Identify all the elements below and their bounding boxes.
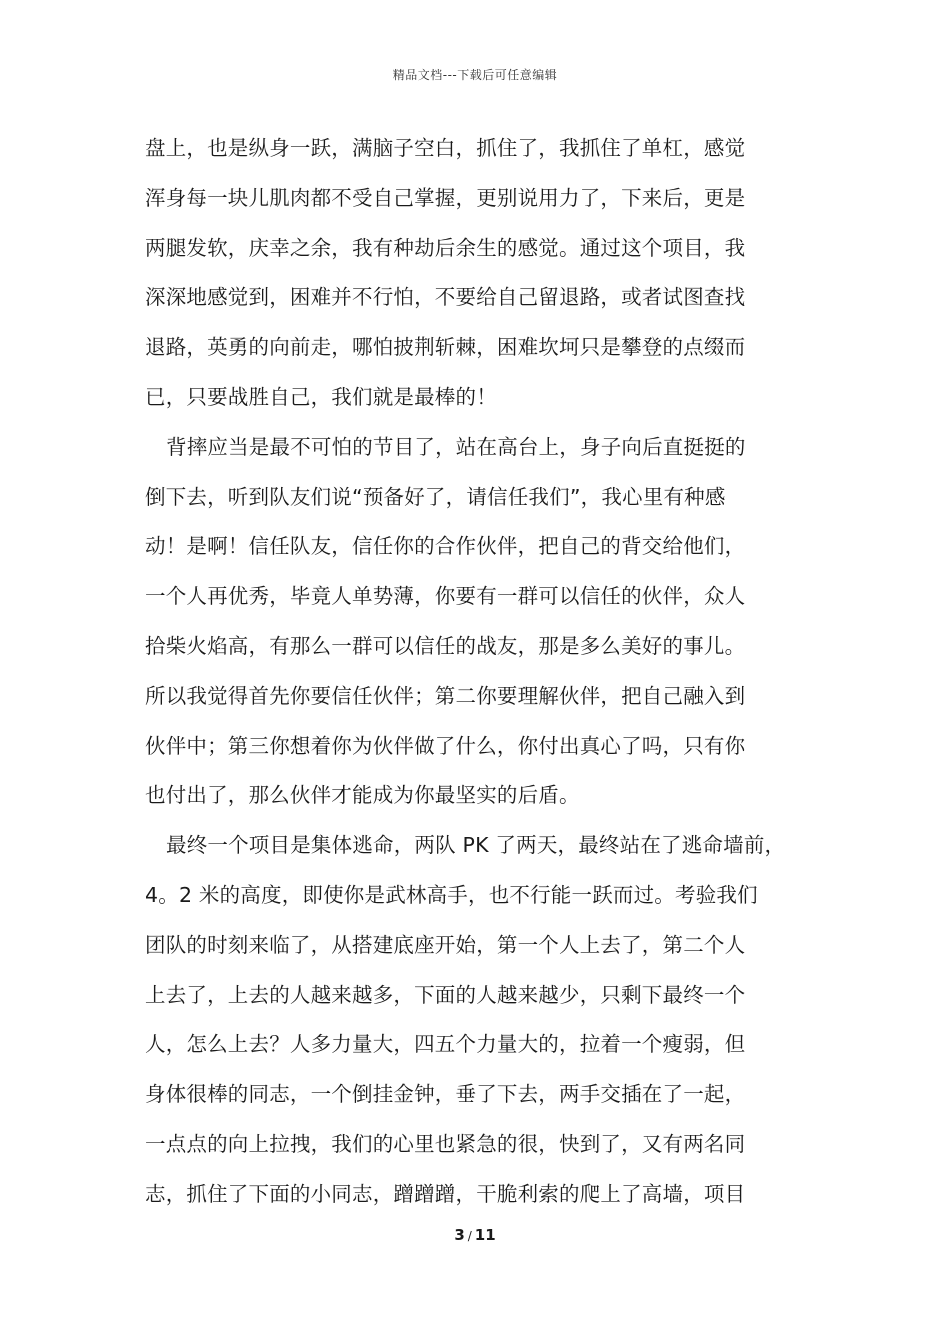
paragraph-3 bbox=[145, 821, 817, 1219]
text-line: 动！是啊！信任队友，信任你的合作伙伴，把自己的背交给他们， bbox=[145, 534, 746, 559]
text-line: 所以我觉得首先你要信任伙伴；第二你要理解伙伴，把自己融入到 bbox=[145, 683, 746, 708]
text-line: 深深地感觉到，困难并不行怕，不要给自己留退路，或者试图查找 bbox=[145, 285, 746, 310]
paragraph-2 bbox=[145, 423, 817, 821]
text-line: 已，只要战胜自己，我们就是最棒的！ bbox=[145, 384, 497, 409]
page-separator: / bbox=[467, 1229, 472, 1243]
paragraph-1 bbox=[145, 124, 817, 423]
text-line: 一个人再优秀，毕竟人单势薄，你要有一群可以信任的伙伴，众人 bbox=[145, 584, 746, 609]
page-total: 11 bbox=[474, 1226, 496, 1244]
text-line: 最终一个项目是集体逃命，两队 PK 了两天，最终站在了逃命墙前， bbox=[166, 833, 786, 858]
page-number bbox=[0, 1226, 950, 1244]
text-line: 背摔应当是最不可怕的节目了，站在高台上，身子向后直挺挺的 bbox=[166, 434, 746, 459]
text-line: 拾柴火焰高，有那么一群可以信任的战友，那是多么美好的事儿。 bbox=[145, 633, 746, 658]
text-line: 两腿发软，庆幸之余，我有种劫后余生的感觉。通过这个项目，我 bbox=[145, 235, 746, 260]
text-line: 倒下去，听到队友们说“预备好了，请信任我们”，我心里有种感 bbox=[145, 484, 726, 509]
text-line: 志，抓住了下面的小同志，蹭蹭蹭，干脆利索的爬上了高墙，项目 bbox=[145, 1181, 746, 1206]
text-line: 4。2 米的高度，即使你是武林高手，也不行能一跃而过。考验我们 bbox=[145, 882, 758, 907]
page-current: 3 bbox=[454, 1226, 465, 1244]
text-line: 上去了，上去的人越来越多，下面的人越来越少，只剩下最终一个 bbox=[145, 982, 746, 1007]
text-line: 盘上，也是纵身一跃，满脑子空白，抓住了，我抓住了单杠，感觉 bbox=[145, 136, 746, 160]
text-line: 身体很棒的同志，一个倒挂金钟，垂了下去，两手交插在了一起， bbox=[145, 1082, 746, 1107]
text-line: 伙伴中；第三你想着你为伙伴做了什么，你付出真心了吗，只有你 bbox=[145, 733, 746, 758]
text-line: 人，怎么上去？人多力量大，四五个力量大的，拉着一个瘦弱，但 bbox=[145, 1032, 746, 1057]
text-line: 也付出了，那么伙伴才能成为你最坚实的后盾。 bbox=[145, 783, 580, 808]
document-body bbox=[145, 124, 817, 1220]
text-line: 团队的时刻来临了，从搭建底座开始，第一个人上去了，第二个人 bbox=[145, 932, 746, 957]
page-header: 精品文档---下载后可任意编辑 bbox=[392, 68, 558, 82]
text-line: 一点点的向上拉拽，我们的心里也紧急的很，快到了，又有两名同 bbox=[145, 1131, 746, 1156]
text-line: 浑身每一块儿肌肉都不受自己掌握，更别说用力了，下来后，更是 bbox=[145, 185, 746, 210]
text-line: 退路，英勇的向前走，哪怕披荆斩棘，困难坎坷只是攀登的点缀而 bbox=[145, 335, 746, 360]
